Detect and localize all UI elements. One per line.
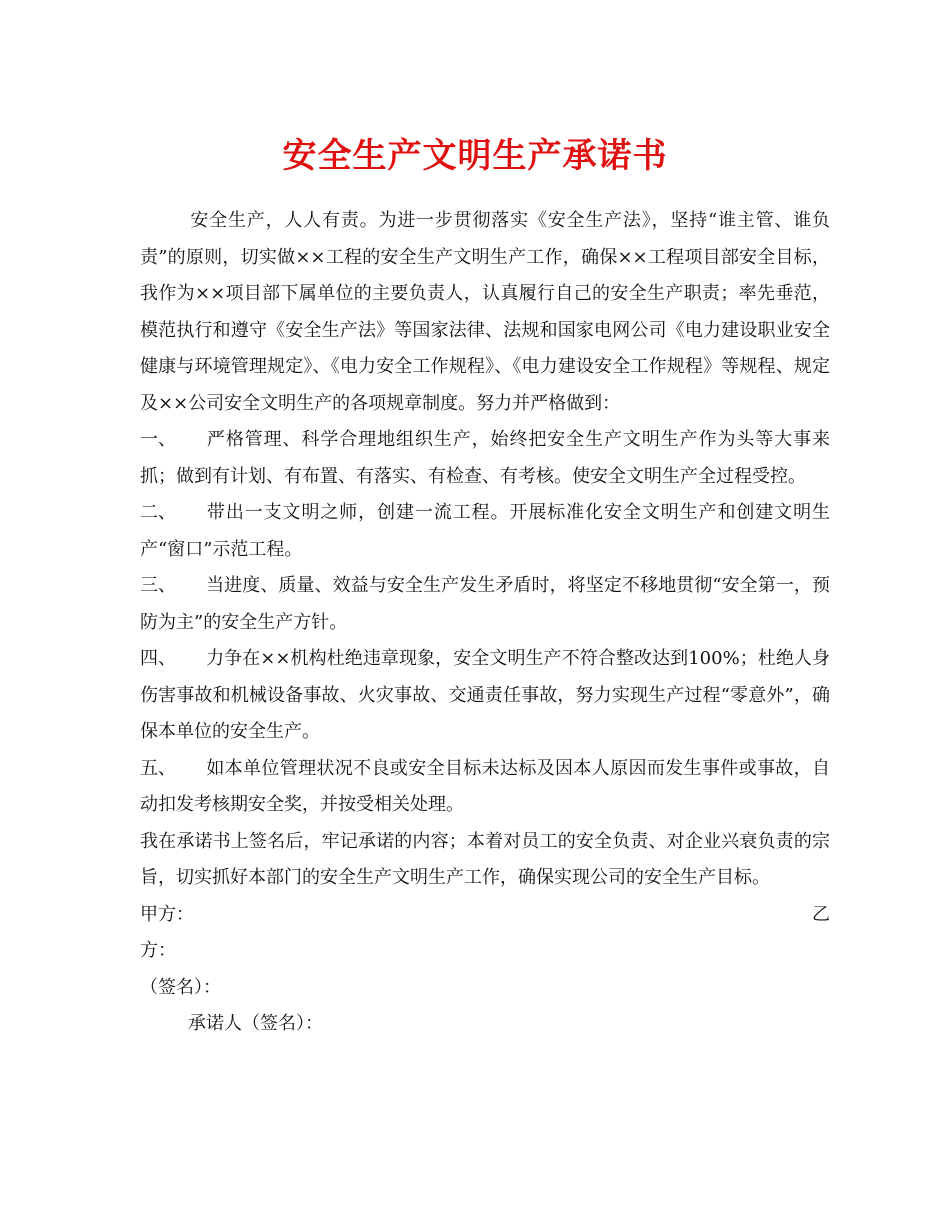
list-item-number: 二、 xyxy=(140,502,176,523)
list-item-number: 一、 xyxy=(140,429,176,450)
closing-paragraph: 我在承诺书上签名后，牢记承诺的内容；本着对员工的安全负责、对企业兴衰负责的宗旨，切实抓好本部门的安全生产文明生产工作，确保实现公司的安全生产目标。 xyxy=(140,830,830,888)
list-item-text: 严格管理、科学合理地组织生产，始终把安全生产文明生产作为头等大事来抓；做到有计划、有布置、有落实、有检查、有考核。使安全文明生产全过程受控。 xyxy=(140,429,830,487)
page-title: 安全生产文明生产承诺书 xyxy=(282,136,668,176)
party-labels-row xyxy=(140,897,830,934)
signature-label: （签名）： xyxy=(140,976,221,998)
list-item xyxy=(140,568,830,641)
document-body xyxy=(140,203,830,1043)
list-item-text: 带出一支文明之师，创建一流工程。开展标准化安全文明生产和创建文明生产“窗口”示范工程。 xyxy=(140,502,830,560)
list-item xyxy=(140,422,830,495)
list-item-text: 力争在××机构杜绝违章现象，安全文明生产不符合整改达到100%；杜绝人身伤害事故和机械设备事故、火灾事故、交通责任事故，努力实现生产过程“零意外”，确保本单位的安全生产。 xyxy=(140,648,830,742)
list-item-text: 当进度、质量、效益与安全生产发生矛盾时，将坚定不移地贯彻“安全第一，预防为主”的安全生产方针。 xyxy=(140,575,830,633)
list-item-number: 三、 xyxy=(140,575,176,596)
promiser-signature-label: 承诺人（签名）： xyxy=(188,1013,323,1034)
intro-paragraph: 安全生产，人人有责。为进一步贯彻落实《安全生产法》，坚持“谁主管、谁负责”的原则，切实做××工程的安全生产文明生产工作，确保××工程项目部安全目标，我作为××项目部下属单位的主要负责人，认真履行自己的安全生产职责；率先垂范，模范执行和遵守《安全生产法》等国家法律、法规和国家电网公司《电力建设职业安全健康与环境管理规定》、《电力安全工作规程》、《电力建设安全工作规程》等规程、规定及××公司安全文明生产的各项规章制度。努力并严格做到： xyxy=(140,210,830,414)
list-item-text: 如本单位管理状况不良或安全目标未达标及因本人原因而发生事件或事故，自动扣发考核期安全奖，并按受相关处理。 xyxy=(140,757,830,815)
party-b-label-part2: 方： xyxy=(140,940,176,961)
list-item xyxy=(140,495,830,568)
list-item xyxy=(140,751,830,824)
list-item-number: 四、 xyxy=(140,648,176,669)
list-item-number: 五、 xyxy=(140,757,176,779)
list-item xyxy=(140,641,830,751)
party-b-label-part1: 乙 xyxy=(812,903,830,925)
party-a-label: 甲方： xyxy=(140,903,194,925)
